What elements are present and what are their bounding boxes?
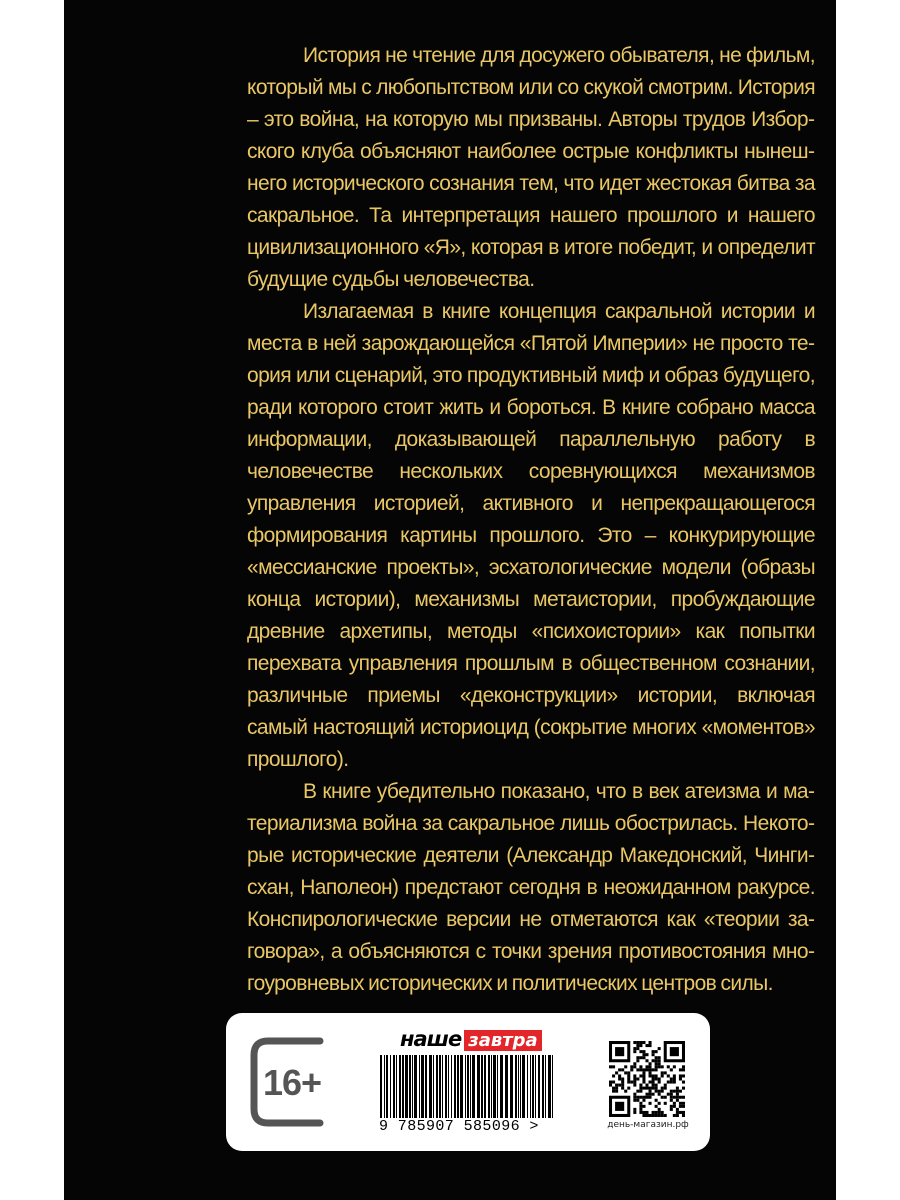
info-panel (226, 1013, 710, 1151)
website-label: день-магазин.рф (607, 1120, 689, 1130)
age-rating-label: 16+ (262, 1062, 322, 1103)
annotation-text (247, 40, 815, 1000)
isbn-number: 9 785907 585096 > (379, 1118, 559, 1135)
age-rating-icon (246, 1035, 338, 1129)
publisher-word-1: наше (400, 1027, 462, 1051)
publisher-logo (400, 1027, 542, 1051)
paragraph-1: История не чтение для досужего обывателя, не фильм, который мы с любопытством или со скукой смотрим. История – это война, на которую мы призваны. Авторы трудов Изборского клуба объясняют наиболее острые конфликты нынешнего исторического сознания тем, что идет жестокая битва за сакральное. Та интерпретация нашего прошлого и нашего цивилизационного «Я», которая в итоге победит, и определит будущие судьбы человечества. (247, 44, 815, 291)
qr-code-icon (609, 1041, 685, 1117)
publisher-word-2: завтра (464, 1030, 541, 1051)
paragraph-3: В книге убедительно показано, что в век атеизма и материализма война за сакральное лишь обострилась. Некоторые исторические деятели (Александр Македонский, Чингисхан, Наполеон) предстают сегодня в неожиданном ракурсе. Конспирологические версии не отметаются как «теории заговора», а объясняются с точки зрения противостояния многоуровневых исторических и политических центров силы. (247, 780, 815, 995)
paragraph-2: Излагаемая в книге концепция сакральной истории и места в ней зарождающейся «Пятой Империи» не просто теория или сценарий, это продуктивный миф и образ будущего, ради которого стоит жить и бороться. В книге собрано масса информации, доказывающей параллельную работу в человечестве нескольких соревнующихся механизмов управления историей, активного и непрекращающегося формирования картины прошлого. Это – конкурирующие «мессианские проекты», эсхатологические модели (образы конца истории), механизмы метаистории, пробуждающие древние архетипы, методы «психоистории» как попытки перехвата управления прошлым в общественном сознании, различные приемы «деконструкции» истории, включая самый настоящий историоцид (сокрытие многих «моментов» прошлого). (247, 300, 815, 771)
